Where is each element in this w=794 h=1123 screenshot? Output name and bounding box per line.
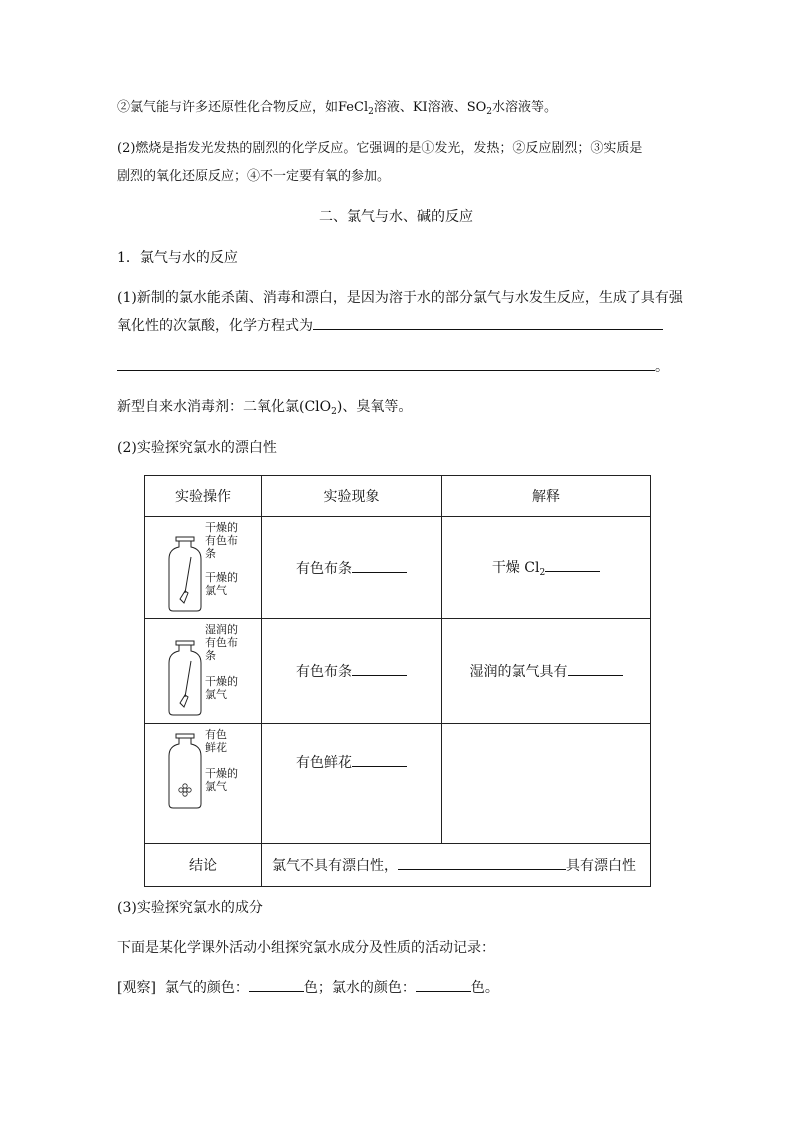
phenomenon-cell-1: 有色布条	[262, 517, 442, 619]
operation-cell-flower	[145, 724, 262, 844]
bleaching-experiment-title: (2)实验探究氯水的漂白性	[117, 440, 277, 456]
bleaching-experiment-table	[144, 475, 651, 887]
explanation-cell-1: 干燥 $Cl_2$	[442, 517, 651, 619]
label-gas-line1: 干燥的	[205, 767, 238, 780]
para-combustion-line1: (2)燃烧是指发光发热的剧烈的化学反应。它强调的是①发光，发热；②反应剧烈；③实质是	[117, 141, 643, 156]
gas-bottle-icon	[165, 732, 205, 812]
composition-experiment-title: (3)实验探究氯水的成分	[117, 900, 263, 916]
equation-blank[interactable]	[313, 315, 663, 330]
phenomenon-blank-2[interactable]	[352, 661, 407, 676]
explanation-cell-2: 湿润的氯气具有	[442, 619, 651, 724]
label-cloth-line3: 条	[205, 649, 216, 662]
header-phenomenon: 实验现象	[262, 476, 442, 517]
gas-bottle-icon	[165, 535, 205, 615]
phenomenon-blank-1[interactable]	[352, 558, 407, 573]
label-cloth-line3: 条	[205, 547, 216, 560]
equation-blank-line2: 。	[117, 356, 669, 376]
phenomenon-blank-3[interactable]	[352, 752, 407, 767]
para-chlorine-water-line1: (1)新制的氯水能杀菌、消毒和漂白，是因为溶于水的部分氯气与水发生反应，生成了具有强	[117, 290, 683, 306]
conclusion-label: 结论	[145, 844, 262, 887]
explanation-blank-2[interactable]	[568, 661, 623, 676]
phenomenon-cell-3: 有色鲜花	[262, 724, 442, 844]
operation-cell-wet-cloth	[145, 619, 262, 724]
label-gas-line1: 干燥的	[205, 571, 238, 584]
explanation-cell-3	[442, 724, 651, 844]
para-combustion-line2: 剧烈的氧化还原反应；④不一定要有氧的参加。	[117, 169, 391, 184]
conclusion-cell: 氯气不具有漂白性， 具有漂白性	[262, 844, 651, 887]
activity-record-intro: 下面是某化学课外活动小组探究氯水成分及性质的活动记录：	[117, 940, 495, 956]
phenomenon-cell-2: 有色布条	[262, 619, 442, 724]
header-operation: 实验操作	[145, 476, 262, 517]
label-gas-line2: 氯气	[205, 780, 227, 793]
label-cloth-line1: 干燥的	[205, 521, 238, 534]
label-cloth-line2: 有色布	[205, 636, 238, 649]
flower-icon	[179, 784, 191, 796]
label-gas-line2: 氯气	[205, 584, 227, 597]
label-flower-line2: 鲜花	[205, 741, 227, 754]
chlorine-color-blank[interactable]	[249, 977, 304, 992]
observation-line: [观察] 氯气的颜色： 色；氯水的颜色： 色。	[117, 977, 499, 997]
conclusion-blank[interactable]	[398, 855, 566, 870]
gas-bottle-icon	[165, 639, 205, 719]
para-reducing-compounds: ②氯气能与许多还原性化合物反应，如FeCl$_2$溶液、KI溶液、$SO_2$水溶液等。	[117, 100, 558, 117]
new-disinfectant-line: 新型自来水消毒剂：二氧化氯(ClO$_2$)、臭氧等。	[117, 399, 413, 417]
explanation-blank-1[interactable]	[545, 557, 600, 572]
label-gas-line2: 氯气	[205, 688, 227, 701]
label-gas-line1: 干燥的	[205, 675, 238, 688]
label-cloth-line1: 湿润的	[205, 623, 238, 636]
operation-cell-dry-cloth	[145, 517, 262, 619]
subsection-title: 1．氯气与水的反应	[117, 250, 238, 266]
equation-blank-2[interactable]	[117, 356, 655, 371]
header-explanation: 解释	[442, 476, 651, 517]
label-cloth-line2: 有色布	[205, 534, 238, 547]
section-title: 二、氯气与水、碱的反应	[319, 209, 473, 225]
para-chlorine-water-line2: 氧化性的次氯酸，化学方程式为	[117, 315, 663, 335]
chlorine-water-color-blank[interactable]	[416, 977, 471, 992]
label-flower-line1: 有色	[205, 728, 227, 741]
